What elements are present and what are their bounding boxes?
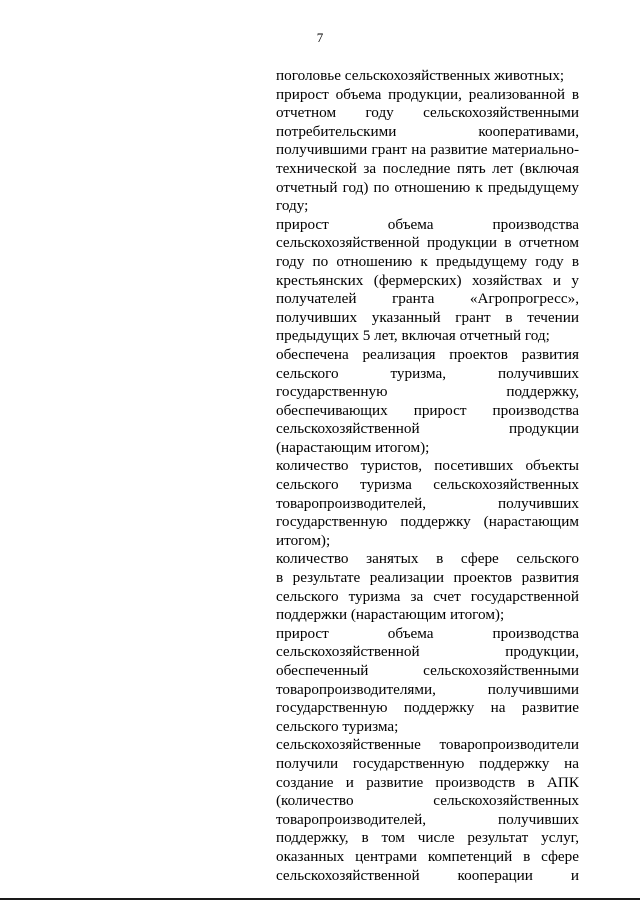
text-line: сельскохозяйственные товаропроизводители	[276, 736, 579, 754]
text-line: оказанных центрами компетенций в сфере	[276, 847, 579, 865]
text-line: прирост объема производства	[276, 215, 579, 233]
text-line: отчетном году сельскохозяйственными	[276, 104, 579, 122]
page-number: 7	[316, 30, 324, 45]
text-line: количество туристов, посетивших объекты	[276, 457, 579, 475]
text-line: прирост объема производства	[276, 624, 579, 642]
text-line: в результате реализации проектов развития	[276, 569, 579, 587]
text-line: поддержку, в том числе результат услуг,	[276, 829, 579, 847]
text-line: обеспечена реализация проектов развития	[276, 345, 579, 363]
text-line: прирост объема продукции, реализованной в	[276, 85, 579, 103]
text-line: государственную поддержку,	[276, 383, 579, 401]
text-line: обеспечивающих прирост производства	[276, 401, 579, 419]
text-line: году;	[276, 197, 309, 215]
text-line: сельскохозяйственной продукции	[276, 420, 579, 438]
text-line: товаропроизводителей, получивших	[276, 810, 579, 828]
text-line: крестьянских (фермерских) хозяйствах и у	[276, 271, 579, 289]
text-line: обеспеченный сельскохозяйственными	[276, 662, 579, 679]
text-line: сельскохозяйственной кооперации и	[276, 866, 579, 884]
text-line: сельского туризма, получивших	[276, 364, 579, 382]
document-body-text	[276, 67, 579, 885]
text-line: государственную поддержку на развитие	[276, 699, 579, 717]
text-line: получивших указанный грант в течении	[276, 308, 579, 326]
text-line: получателей гранта «Агропрогресс»,	[276, 290, 579, 308]
text-line: сельского туризма за счет государственной	[276, 587, 579, 605]
text-line: сельского туризма;	[276, 717, 399, 735]
text-line: товаропроизводителей, получивших	[276, 494, 579, 512]
text-line: отчетный год) по отношению к предыдущему	[276, 178, 579, 196]
text-line: товаропроизводителями, получившими	[276, 680, 579, 698]
text-line: году по отношению к предыдущему году в	[276, 252, 579, 270]
text-line: технической за последние пять лет (включая	[276, 159, 579, 177]
text-line: предыдущих 5 лет, включая отчетный год;	[276, 327, 550, 345]
text-line: сельского туризма сельскохозяйственных	[276, 476, 579, 494]
text-line: сельскохозяйственной продукции в отчетном	[276, 234, 579, 252]
text-line: создание и развитие производств в АПК	[276, 773, 579, 791]
bottom-border	[0, 898, 640, 900]
text-line: (количество сельскохозяйственных	[276, 792, 579, 810]
text-line: количество занятых в сфере сельского	[276, 550, 579, 568]
text-line: потребительскими кооперативами,	[276, 122, 579, 140]
text-line: получившими грант на развитие материально-	[276, 141, 579, 159]
text-line: поддержки (нарастающим итогом);	[276, 606, 505, 624]
text-line: получили государственную поддержку на	[276, 754, 579, 772]
text-line: поголовье сельскохозяйственных животных;	[276, 67, 565, 84]
text-line: сельскохозяйственной продукции,	[276, 643, 579, 661]
text-line: (нарастающим итогом);	[276, 438, 430, 456]
text-line: итогом);	[276, 531, 331, 549]
text-line: государственную поддержку (нарастающим	[276, 513, 579, 531]
